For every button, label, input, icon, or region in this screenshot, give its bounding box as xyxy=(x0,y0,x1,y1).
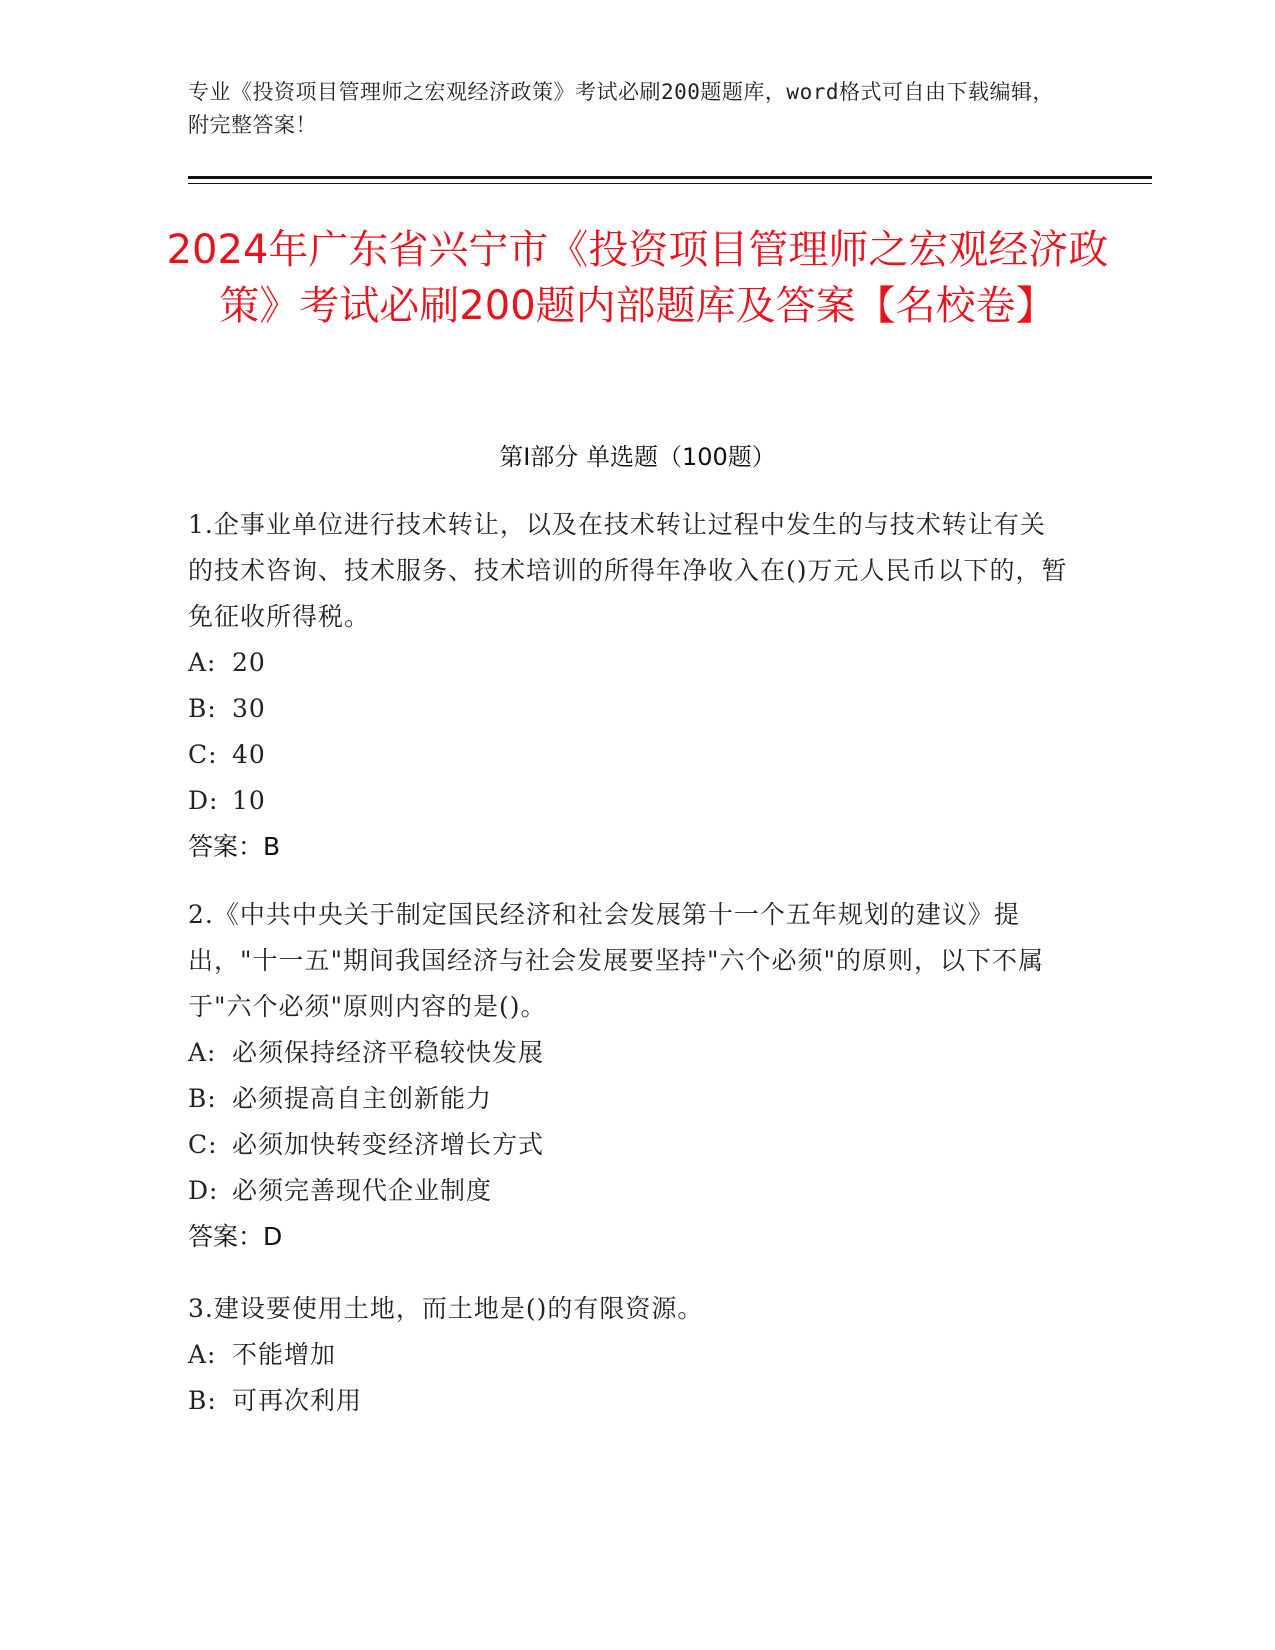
option-text: 必须提高自主创新能力 xyxy=(232,1084,493,1113)
option-letter: B: xyxy=(188,1386,217,1415)
answer-value: B xyxy=(263,832,281,861)
option-c xyxy=(188,1122,1068,1168)
option-text: 10 xyxy=(232,786,266,815)
option-b xyxy=(188,686,1068,732)
option-letter: A: xyxy=(188,1340,217,1369)
option-letter: C: xyxy=(188,740,218,769)
option-a xyxy=(188,1332,1068,1378)
option-b xyxy=(188,1378,1068,1424)
header-note: 专业《投资项目管理师之宏观经济政策》考试必刷200题题库，word格式可自由下载编辑，附完整答案！ xyxy=(188,80,1054,137)
option-text: 必须完善现代企业制度 xyxy=(232,1176,493,1205)
question-2 xyxy=(188,892,1068,1260)
header-rule-thin xyxy=(188,183,1152,184)
answer-line xyxy=(188,1214,1068,1260)
answer-label: 答案： xyxy=(188,832,264,861)
question-stem: 3.建设要使用土地，而土地是()的有限资源。 xyxy=(188,1294,704,1323)
option-letter: C: xyxy=(188,1130,218,1159)
option-text: 30 xyxy=(232,694,266,723)
question-stem: 1.企事业单位进行技术转让，以及在技术转让过程中发生的与技术转让有关的技术咨询、技术服务、技术培训的所得年净收入在()万元人民币以下的，暂免征收所得税。 xyxy=(188,510,1068,631)
option-letter: D: xyxy=(188,1176,219,1205)
option-text: 可再次利用 xyxy=(232,1386,363,1415)
option-text: 不能增加 xyxy=(232,1340,337,1369)
option-text: 必须加快转变经济增长方式 xyxy=(232,1130,545,1159)
option-letter: B: xyxy=(188,694,217,723)
option-a xyxy=(188,640,1068,686)
option-a xyxy=(188,1030,1068,1076)
answer-line xyxy=(188,824,1068,870)
question-stem: 2.《中共中央关于制定国民经济和社会发展第十一个五年规划的建议》提出，"十一五"期间我国经济与社会发展要坚持"六个必须"的原则，以下不属于"六个必须"原则内容的是()。 xyxy=(188,900,1044,1021)
document-title: 2024年广东省兴宁市《投资项目管理师之宏观经济政策》考试必刷200题内部题库及答案【名校卷】 xyxy=(166,227,1109,329)
option-letter: A: xyxy=(188,1038,217,1067)
answer-value: D xyxy=(263,1222,283,1251)
option-text: 40 xyxy=(232,740,266,769)
answer-label: 答案： xyxy=(188,1222,264,1251)
option-letter: D: xyxy=(188,786,219,815)
header-rule-thick xyxy=(188,176,1152,179)
option-letter: B: xyxy=(188,1084,217,1113)
option-d xyxy=(188,1168,1068,1214)
question-3 xyxy=(188,1286,1068,1424)
option-b xyxy=(188,1076,1068,1122)
option-text: 必须保持经济平稳较快发展 xyxy=(232,1038,545,1067)
question-1 xyxy=(188,502,1068,870)
option-text: 20 xyxy=(232,648,266,677)
option-c xyxy=(188,732,1068,778)
option-d xyxy=(188,778,1068,824)
option-letter: A: xyxy=(188,648,217,677)
section-heading: 第I部分 单选题（100题） xyxy=(499,443,776,471)
